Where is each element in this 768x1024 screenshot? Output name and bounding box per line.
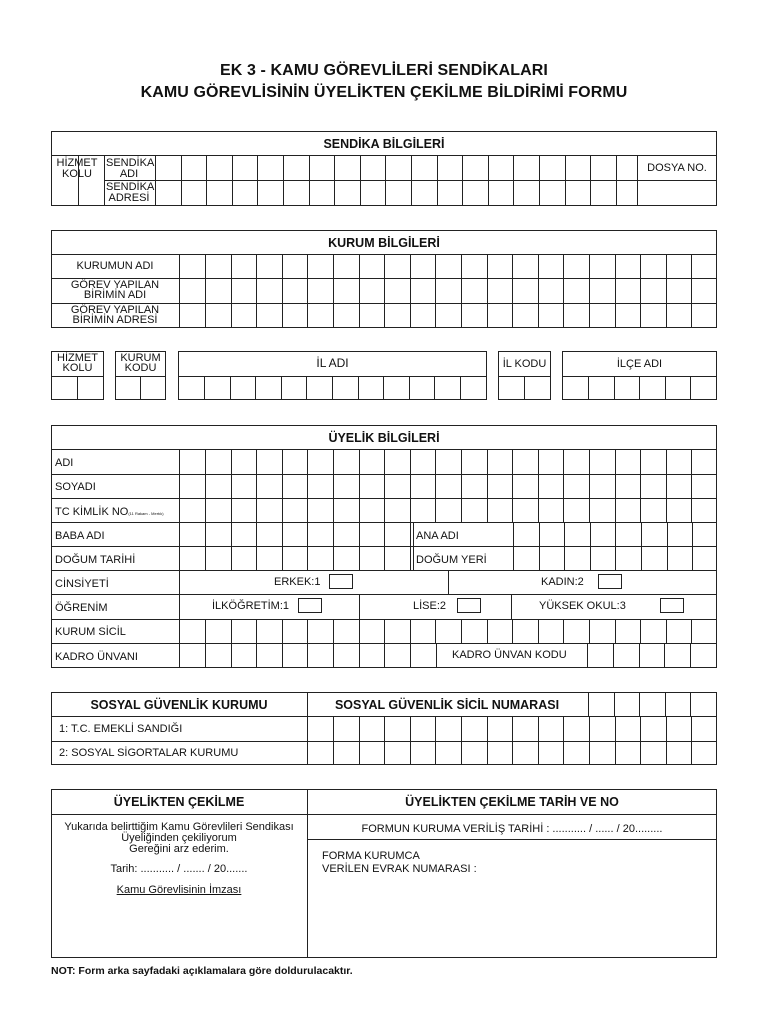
cell-divider <box>307 643 308 668</box>
kadro-unvani-label: KADRO ÜNVANI <box>55 651 138 663</box>
form-title-line-2: KAMU GÖREVLİSİNİN ÜYELİKTEN ÇEKİLME BİLDİRİMİ FORMU <box>140 84 628 101</box>
emekli-sandigi-option: 1: T.C. EMEKLİ SANDIĞI <box>59 723 183 735</box>
cell-divider <box>359 643 360 668</box>
cell-divider <box>563 619 564 643</box>
cell-divider <box>639 643 640 668</box>
cell-divider <box>615 449 616 522</box>
cell-divider <box>181 155 182 206</box>
kurum-header: KURUM BİLGİLERİ <box>328 236 440 250</box>
cell-divider <box>282 643 283 668</box>
cekilme-header-right: ÜYELİKTEN ÇEKİLME TARİH VE NO <box>405 795 619 809</box>
dogum-tarihi-label: DOĞUM TARİHİ <box>55 554 136 566</box>
cell-divider <box>435 449 436 522</box>
baba-adi-label: BABA ADI <box>55 530 105 542</box>
cell-divider <box>385 155 386 206</box>
cell-divider <box>488 155 489 206</box>
cell-divider <box>256 643 257 668</box>
cell-divider <box>615 619 616 643</box>
cell-divider <box>384 716 385 765</box>
cell-divider <box>334 155 335 206</box>
kadin-checkbox[interactable] <box>598 574 622 589</box>
cell-divider <box>588 376 589 400</box>
cell-divider <box>360 155 361 206</box>
dosya-no-label: DOSYA NO. <box>647 162 707 174</box>
sosyal-guvenlik-kurumu-header: SOSYAL GÜVENLİK KURUMU <box>90 698 268 712</box>
cell-divider <box>539 522 540 570</box>
cell-divider <box>664 643 665 668</box>
cell-divider <box>205 643 206 668</box>
cell-divider <box>512 254 513 328</box>
cell-divider <box>205 254 206 328</box>
cell-divider <box>307 619 308 643</box>
cell-divider <box>255 376 256 400</box>
cell-divider <box>666 716 667 765</box>
cell-divider <box>359 449 360 522</box>
cell-divider <box>513 155 514 206</box>
cell-divider <box>231 449 232 522</box>
cell-divider <box>410 522 411 570</box>
ilce-adi-label: İLÇE ADI <box>616 358 663 370</box>
cell-divider <box>462 155 463 206</box>
uyelik-header: ÜYELİK BİLGİLERİ <box>328 431 440 445</box>
cell-divider <box>565 155 566 206</box>
cell-divider <box>590 522 591 570</box>
cell-divider <box>538 619 539 643</box>
imza-label: Kamu Görevlisinin İmzası <box>116 884 242 896</box>
yuksek-okul-checkbox[interactable] <box>660 598 684 613</box>
cell-divider <box>589 619 590 643</box>
cell-divider <box>487 619 488 643</box>
cell-divider <box>205 619 206 643</box>
form-title-line-1: EK 3 - KAMU GÖREVLİLERİ SENDİKALARI <box>220 62 548 79</box>
soyadi-label: SOYADI <box>55 481 96 493</box>
cell-divider <box>232 155 233 206</box>
cell-divider <box>513 522 514 570</box>
lise-checkbox[interactable] <box>457 598 481 613</box>
sosyal-guvenlik-sicil-header: SOSYAL GÜVENLİK SİCİL NUMARASI <box>334 698 560 712</box>
cell-divider <box>306 376 307 400</box>
cell-divider <box>409 376 410 400</box>
cell-divider <box>358 376 359 400</box>
cell-divider <box>282 449 283 522</box>
cell-divider <box>461 449 462 522</box>
cell-divider <box>332 376 333 400</box>
cell-divider <box>435 619 436 643</box>
cell-divider <box>333 619 334 643</box>
cell-divider <box>690 692 691 716</box>
cell-divider <box>410 643 411 668</box>
cell-divider <box>231 522 232 570</box>
cell-divider <box>359 522 360 570</box>
cell-divider <box>590 155 591 206</box>
sendika-adresi-label: SENDİKA ADRESİ <box>106 181 155 204</box>
cell-divider <box>256 254 257 328</box>
evrak-line-2: VERİLEN EVRAK NUMARASI : <box>322 863 477 875</box>
kurum-sicil-label: KURUM SİCİL <box>55 626 126 638</box>
row-divider <box>51 570 717 571</box>
cell-divider <box>640 449 641 522</box>
cell-divider <box>512 449 513 522</box>
tarih-line: Tarih: ........... / ....... / 20....... <box>110 863 248 875</box>
kadin-label: KADIN:2 <box>541 576 584 588</box>
cell-divider <box>411 155 412 206</box>
cell-divider <box>691 619 692 643</box>
evrak-line-1: FORMA KURUMCA <box>322 850 420 862</box>
cell-divider <box>461 716 462 765</box>
cell-divider <box>691 716 692 765</box>
kadro-unvan-kodu-label: KADRO ÜNVAN KODU <box>452 649 567 661</box>
cinsiyet-label: CİNSİYETİ <box>55 578 109 590</box>
cell-divider <box>256 449 257 522</box>
cell-divider <box>282 619 283 643</box>
tc-kimlik-label: TC KİMLİK NO(11 Rakam - Mertık) <box>55 506 164 518</box>
cell-divider <box>640 716 641 765</box>
cell-divider <box>307 254 308 328</box>
cell-divider <box>690 376 691 400</box>
cell-divider <box>434 376 435 400</box>
hizmet-kolu-code-label: HİZMET KOLU <box>57 352 98 374</box>
cell-divider <box>384 449 385 522</box>
row-divider <box>51 594 717 595</box>
cell-divider <box>410 716 411 765</box>
gorev-birim-adresi-label: GÖREV YAPILAN BİRİMİN ADRESİ <box>70 304 160 326</box>
cell-divider <box>435 254 436 328</box>
cell-divider <box>563 254 564 328</box>
cell-divider <box>359 254 360 328</box>
sendika-hizmet-kolu-label: HİZMET KOLU <box>56 157 98 180</box>
cekilme-header-left: ÜYELİKTEN ÇEKİLME <box>113 795 245 809</box>
cell-divider <box>563 716 564 765</box>
ogrenim-label: ÖĞRENİM <box>55 602 108 614</box>
cell-divider <box>589 716 590 765</box>
cell-divider <box>692 522 693 570</box>
cell-divider <box>640 619 641 643</box>
cell-divider <box>230 376 231 400</box>
cell-divider <box>413 522 414 570</box>
cell-divider <box>307 449 308 522</box>
cell-divider <box>155 155 156 206</box>
cell-divider <box>257 155 258 206</box>
statement-line-2: Üyeliğinden çekiliyorum <box>121 832 237 844</box>
cell-divider <box>690 643 691 668</box>
cell-divider <box>282 522 283 570</box>
cell-divider <box>564 522 565 570</box>
cell-divider <box>589 449 590 522</box>
cell-divider <box>309 155 310 206</box>
cell-divider <box>666 254 667 328</box>
cell-divider <box>205 522 206 570</box>
cell-divider <box>231 643 232 668</box>
cell-divider <box>282 254 283 328</box>
cell-divider <box>384 254 385 328</box>
cell-divider <box>359 716 360 765</box>
cell-divider <box>615 522 616 570</box>
cell-divider <box>512 716 513 765</box>
sendika-adi-label: SENDİKA ADI <box>106 157 155 180</box>
cell-divider <box>589 254 590 328</box>
cell-divider <box>435 716 436 765</box>
cell-divider <box>487 254 488 328</box>
cell-divider <box>281 376 282 400</box>
statement-line-3: Gereğini arz ederim. <box>129 843 229 855</box>
tc-kimlik-note: (11 Rakam - Mertık) <box>128 511 164 516</box>
kurum-kodu-label: KURUM KODU <box>120 352 161 374</box>
cell-divider <box>614 692 615 716</box>
il-kodu-label: İL KODU <box>502 358 547 370</box>
cell-divider <box>616 155 617 206</box>
cell-divider <box>461 619 462 643</box>
cell-divider <box>691 254 692 328</box>
cell-divider <box>205 449 206 522</box>
cell-divider <box>487 716 488 765</box>
cell-divider <box>384 643 385 668</box>
cell-divider <box>691 449 692 522</box>
cell-divider <box>383 376 384 400</box>
cell-divider <box>384 522 385 570</box>
cell-divider <box>512 619 513 643</box>
dogum-yeri-label: DOĞUM YERİ <box>416 554 487 566</box>
cell-divider <box>665 692 666 716</box>
ilkogretim-label: İLKÖĞRETİM:1 <box>212 600 290 612</box>
erkek-checkbox[interactable] <box>329 574 353 589</box>
gorev-birim-adi-label: GÖREV YAPILAN BİRİMİN ADI <box>70 279 160 301</box>
cell-divider <box>639 376 640 400</box>
cell-divider <box>615 254 616 328</box>
yuksek-okul-label: YÜKSEK OKUL:3 <box>539 600 626 612</box>
cell-divider <box>206 155 207 206</box>
cell-divider <box>614 376 615 400</box>
cell-divider <box>437 155 438 206</box>
cell-divider <box>587 643 588 668</box>
cell-divider <box>538 449 539 522</box>
cell-divider <box>613 643 614 668</box>
cell-divider <box>410 449 411 522</box>
ana-adi-label: ANA ADI <box>416 530 459 542</box>
cell-divider <box>667 522 668 570</box>
kurumun-adi-label: KURUMUN ADI <box>76 260 154 272</box>
cell-divider <box>588 692 589 716</box>
cell-divider <box>333 522 334 570</box>
cell-divider <box>538 254 539 328</box>
cell-divider <box>359 619 360 643</box>
cell-divider <box>615 716 616 765</box>
cell-divider <box>231 254 232 328</box>
cell-divider <box>539 155 540 206</box>
cell-divider <box>333 716 334 765</box>
cell-divider <box>639 692 640 716</box>
cell-divider <box>384 619 385 643</box>
sosyal-sigortalar-option: 2: SOSYAL SİGORTALAR KURUMU <box>59 747 239 759</box>
footer-note: NOT: Form arka sayfadaki açıklamalara göre doldurulacaktır. <box>51 965 353 977</box>
cell-divider <box>231 619 232 643</box>
adi-label: ADI <box>55 457 74 469</box>
cell-divider <box>333 449 334 522</box>
il-adi-label: İL ADI <box>316 356 349 370</box>
cell-divider <box>460 376 461 400</box>
cell-divider <box>461 254 462 328</box>
cell-divider <box>204 376 205 400</box>
ilkogretim-checkbox[interactable] <box>298 598 322 613</box>
cell-divider <box>436 643 437 668</box>
cell-divider <box>666 619 667 643</box>
cell-divider <box>641 522 642 570</box>
cell-divider <box>333 254 334 328</box>
cell-divider <box>640 254 641 328</box>
verilis-tarihi-line: FORMUN KURUMA VERİLİŞ TARİHİ : ........... / ...... / 20......... <box>361 823 663 835</box>
cell-divider <box>333 643 334 668</box>
statement-line-1: Yukarıda belirttiğim Kamu Görevlileri Sendikası <box>64 821 294 833</box>
erkek-label: ERKEK:1 <box>274 576 321 588</box>
cell-divider <box>487 449 488 522</box>
cell-divider <box>665 376 666 400</box>
cell-divider <box>307 522 308 570</box>
cell-divider <box>538 716 539 765</box>
cell-divider <box>256 619 257 643</box>
lise-label: LİSE:2 <box>413 600 447 612</box>
cell-divider <box>563 449 564 522</box>
cell-divider <box>410 254 411 328</box>
cell-divider <box>256 522 257 570</box>
cell-divider <box>283 155 284 206</box>
cell-divider <box>410 619 411 643</box>
cell-divider <box>666 449 667 522</box>
sendika-header: SENDİKA BİLGİLERİ <box>323 137 445 151</box>
